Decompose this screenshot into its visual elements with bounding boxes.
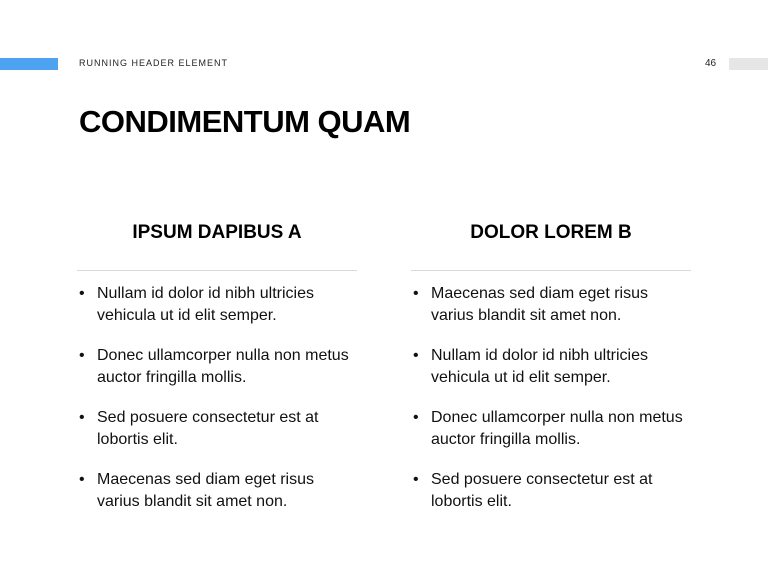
bullet-list [411, 283, 691, 513]
bullet-icon: • [79, 409, 85, 426]
list-item-text: Donec ullamcorper nulla non metus auctor fringilla mollis. [97, 347, 349, 386]
column-heading: DOLOR LOREM B [470, 222, 632, 243]
column-a [77, 222, 357, 531]
list-item-text: Maecenas sed diam eget risus varius blandit sit amet non. [431, 285, 648, 324]
column-divider [77, 270, 357, 272]
list-item [411, 469, 691, 513]
list-item-text: Sed posuere consectetur est at lobortis elit. [431, 471, 653, 510]
bullet-list [77, 283, 357, 513]
list-item [77, 469, 357, 513]
bullet-icon: • [413, 471, 419, 488]
bullet-icon: • [79, 285, 85, 302]
list-item [77, 345, 357, 389]
list-item [411, 345, 691, 389]
column-divider [411, 270, 691, 272]
list-item-text: Maecenas sed diam eget risus varius blandit sit amet non. [97, 471, 314, 510]
list-item [77, 283, 357, 327]
page-number: 46 [705, 58, 717, 69]
page-tab [729, 58, 768, 70]
column-b [411, 222, 691, 531]
bullet-icon: • [413, 409, 419, 426]
list-item [411, 283, 691, 327]
bullet-icon: • [79, 347, 85, 364]
bullet-icon: • [413, 347, 419, 364]
accent-bar [0, 58, 58, 70]
list-item [77, 407, 357, 451]
list-item-text: Donec ullamcorper nulla non metus auctor fringilla mollis. [431, 409, 683, 448]
list-item-text: Nullam id dolor id nibh ultricies vehicula ut id elit semper. [431, 347, 648, 386]
running-header: RUNNING HEADER ELEMENT [79, 58, 229, 68]
list-item-text: Nullam id dolor id nibh ultricies vehicula ut id elit semper. [97, 285, 314, 324]
bullet-icon: • [79, 471, 85, 488]
column-heading: IPSUM DAPIBUS A [132, 222, 302, 243]
list-item [411, 407, 691, 451]
slide-title: CONDIMENTUM QUAM [79, 104, 411, 139]
bullet-icon: • [413, 285, 419, 302]
list-item-text: Sed posuere consectetur est at lobortis elit. [97, 409, 319, 448]
